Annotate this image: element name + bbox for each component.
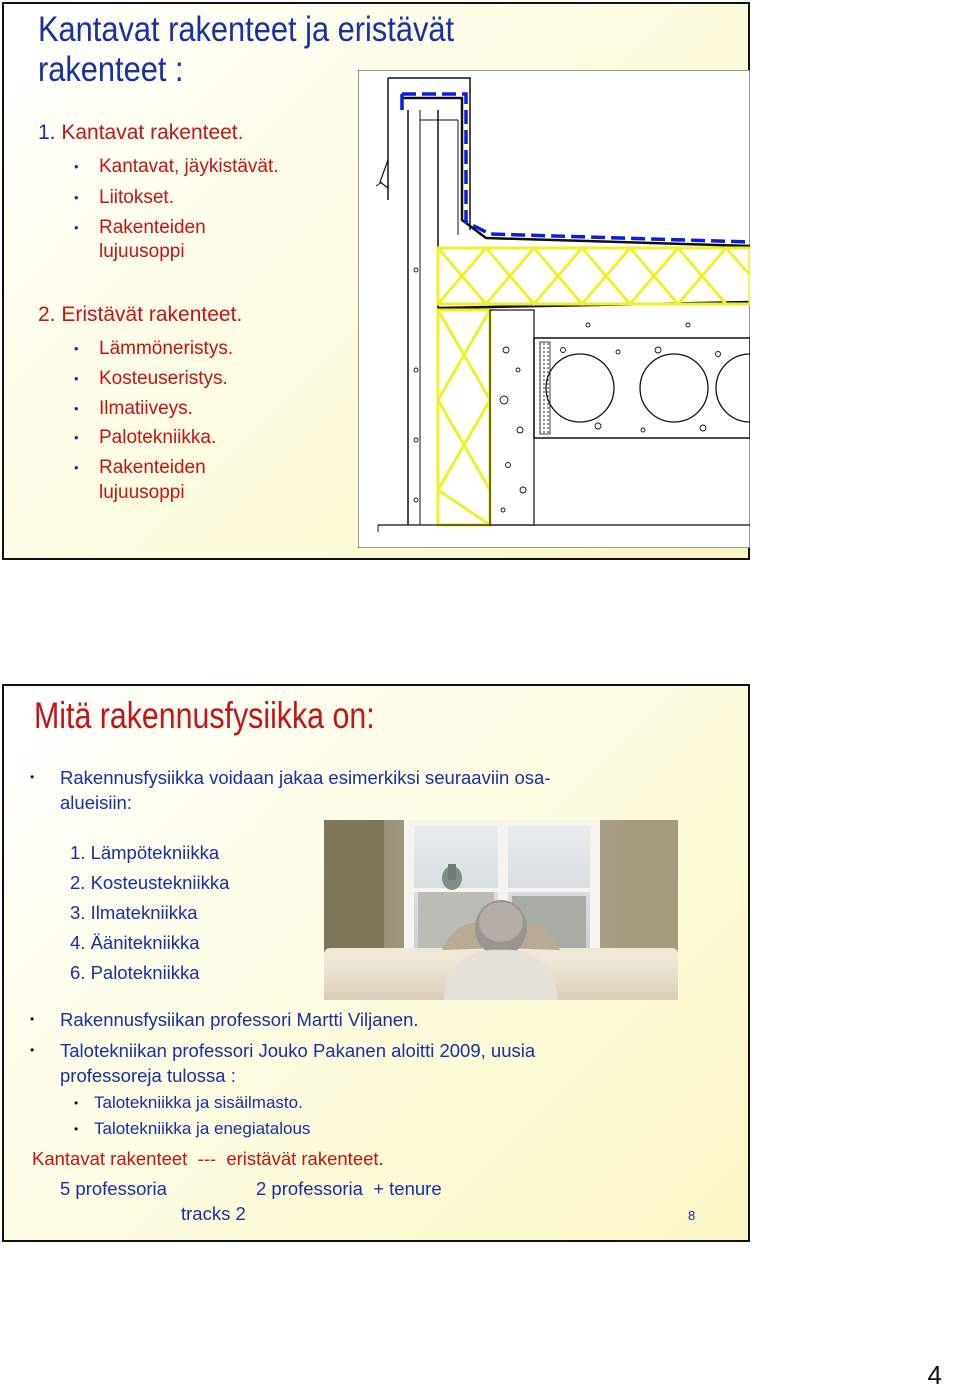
summary-tracks: tracks 2 xyxy=(181,1203,246,1224)
list-item: • Rakenteiden xyxy=(74,217,206,238)
professor-line: Talotekniikan professori Jouko Pakanen aloitti 2009, uusia xyxy=(60,1040,536,1061)
sub-item: Talotekniikka ja enegiatalous xyxy=(94,1119,311,1138)
section-1-heading: 1. Kantavat rakenteet. xyxy=(38,121,244,144)
list-item: • Rakenteiden xyxy=(74,457,206,478)
bullet-dot: • xyxy=(30,770,35,784)
summary-count: 2 professoria + tenure xyxy=(256,1178,442,1199)
list-item-continued: lujuusoppi xyxy=(99,241,185,262)
list-item-continued: lujuusoppi xyxy=(99,482,185,503)
roof-wall-joint-drawing xyxy=(358,70,750,548)
list-item: • Liitokset. xyxy=(74,187,174,208)
sub-bullet-dot: • xyxy=(74,1096,79,1110)
sub-bullet-dot: • xyxy=(74,1122,79,1136)
relaxing-man-photo xyxy=(324,820,678,1000)
list-item: 4. Äänitekniikka xyxy=(70,932,200,953)
list-item: • Kosteuseristys. xyxy=(74,368,228,389)
bullet-dot: • xyxy=(30,1012,35,1026)
professor-line: Rakennusfysiikan professori Martti Viljanen. xyxy=(60,1009,419,1030)
bullet-dot: • xyxy=(30,1043,35,1057)
slide-structures xyxy=(2,2,750,560)
slide-number: 8 xyxy=(688,1208,696,1223)
slide-building-physics xyxy=(2,684,750,1242)
intro-text-continued: alueisiin: xyxy=(60,792,132,813)
list-item: • Lämmöneristys. xyxy=(74,338,234,359)
summary-line: Kantavat rakenteet --- eristävät rakenteet. xyxy=(32,1148,384,1169)
list-item: • Palotekniikka. xyxy=(74,427,217,448)
list-item: • Ilmatiiveys. xyxy=(74,398,193,419)
slide-title: Mitä rakennusfysiikka on: xyxy=(34,695,375,736)
summary-count: 5 professoria xyxy=(60,1178,167,1199)
list-item: 2. Kosteustekniikka xyxy=(70,872,230,893)
list-item: 3. Ilmatekniikka xyxy=(70,902,198,923)
list-item: 1. Lämpötekniikka xyxy=(70,842,220,863)
professor-line-continued: professoreja tulossa : xyxy=(60,1065,236,1086)
section-2-heading: 2. Eristävät rakenteet. xyxy=(38,303,243,326)
list-item: 6. Palotekniikka xyxy=(70,962,200,983)
page-number: 4 xyxy=(927,1360,942,1390)
slide-title: Kantavat rakenteet ja eristävät rakenteet : xyxy=(38,10,455,89)
list-item: • Kantavat, jäykistävät. xyxy=(74,156,279,177)
intro-text: Rakennusfysiikka voidaan jakaa esimerkiksi seuraaviin osa- xyxy=(60,767,551,788)
sub-item: Talotekniikka ja sisäilmasto. xyxy=(94,1093,303,1112)
